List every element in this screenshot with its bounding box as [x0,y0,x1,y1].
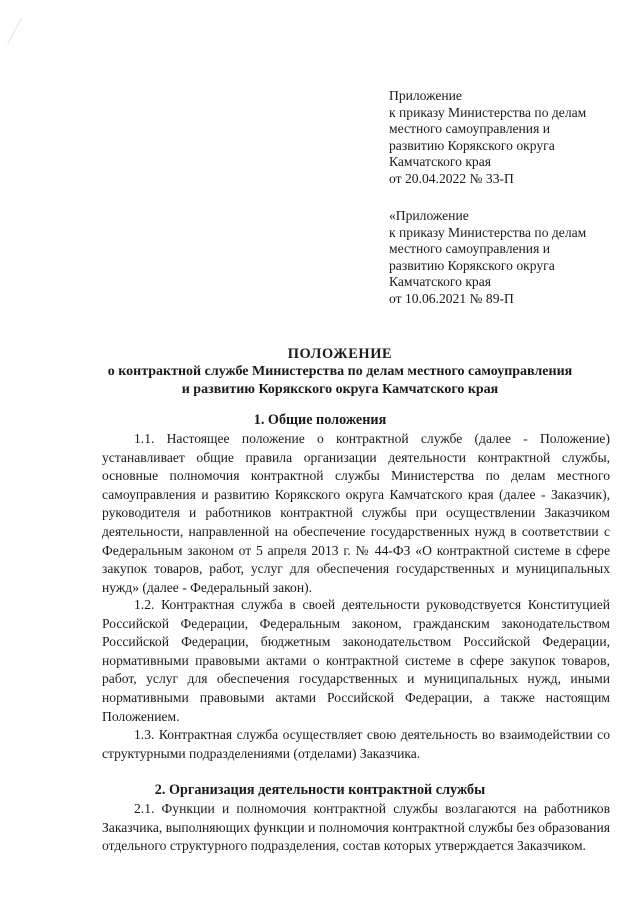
appendix-line: Камчатского края [389,274,492,290]
appendix-header-current [389,88,629,188]
paragraph-text: 1.3. Контрактная служба осуществляет свою деятельность во взаимодействии со структурными подразделениями (отделами) Заказчика. [102,727,610,761]
paragraph-text: 1.1. Настоящее положение о контрактной службе (далее - Положение) устанавливает общие правила организации деятельности контрактной службы, основные полномочия контрактной службы Министерства по делам местного самоуправления и развитию Корякского округа Камчатского края (далее - Заказчик), руководителя и работников контрактной службы при осуществлении Заказчиком деятельности, направленной на обеспечение государственных нужд в соответствии с Федеральным законом от 5 апреля 2013 г. № 44-ФЗ «О контрактной системе в сфере закупок товаров, работ, услуг для обеспечения государственных и муниципальных нужд» (далее - Федеральный закон). [102,431,610,595]
appendix-line: развитию Корякского округа [389,137,555,153]
appendix-line: от 20.04.2022 № 33-П [389,170,514,186]
appendix-line: развитию Корякского округа [389,257,555,273]
paragraph-text: 1.2. Контрактная служба в своей деятельности руководствуется Конституцией Российской Федерации, Федеральным законом, гражданским законодательством Российской Федерации, бюджетным законодательством Российской Федерации, нормативными правовыми актами о контрактной системе в сфере закупок товаров, работ, услуг для обеспечения государственных и муниципальных нужд, иными нормативными правовыми актами Российской Федерации, а также настоящим Положением. [102,597,610,724]
paragraph-1-1 [102,430,610,597]
section-heading: 1. Общие положения [253,412,387,428]
appendix-line: местного самоуправления и [389,121,551,137]
appendix-line: от 10.06.2021 № 89-П [389,290,514,306]
appendix-line: к приказу Министерства по делам [389,224,587,240]
appendix-line: к приказу Министерства по делам [389,104,587,120]
paragraph-text: 2.1. Функции и полномочия контрактной службы возлагаются на работников Заказчика, выполняющих функции и полномочия контрактной службы без образования отдельного структурного подразделения, состав которых утверждается Заказчиком. [102,801,610,854]
title-main: ПОЛОЖЕНИЕ [287,346,393,362]
document-title [40,345,640,398]
title-subline: и развитию Корякского округа Камчатского края [181,381,499,397]
paragraph-2-1 [102,800,610,856]
appendix-line: местного самоуправления и [389,241,551,257]
section-heading: 2. Организация деятельности контрактной службы [154,782,486,798]
appendix-line: «Приложение [389,208,469,223]
scan-mark [7,18,44,44]
appendix-header-previous [389,208,629,308]
appendix-line: Камчатского края [389,154,492,170]
title-subline: о контрактной службе Министерства по делам местного самоуправления [107,364,573,379]
paragraph-1-2 [102,596,610,726]
appendix-line: Приложение [389,88,462,103]
paragraph-1-3 [102,726,610,763]
